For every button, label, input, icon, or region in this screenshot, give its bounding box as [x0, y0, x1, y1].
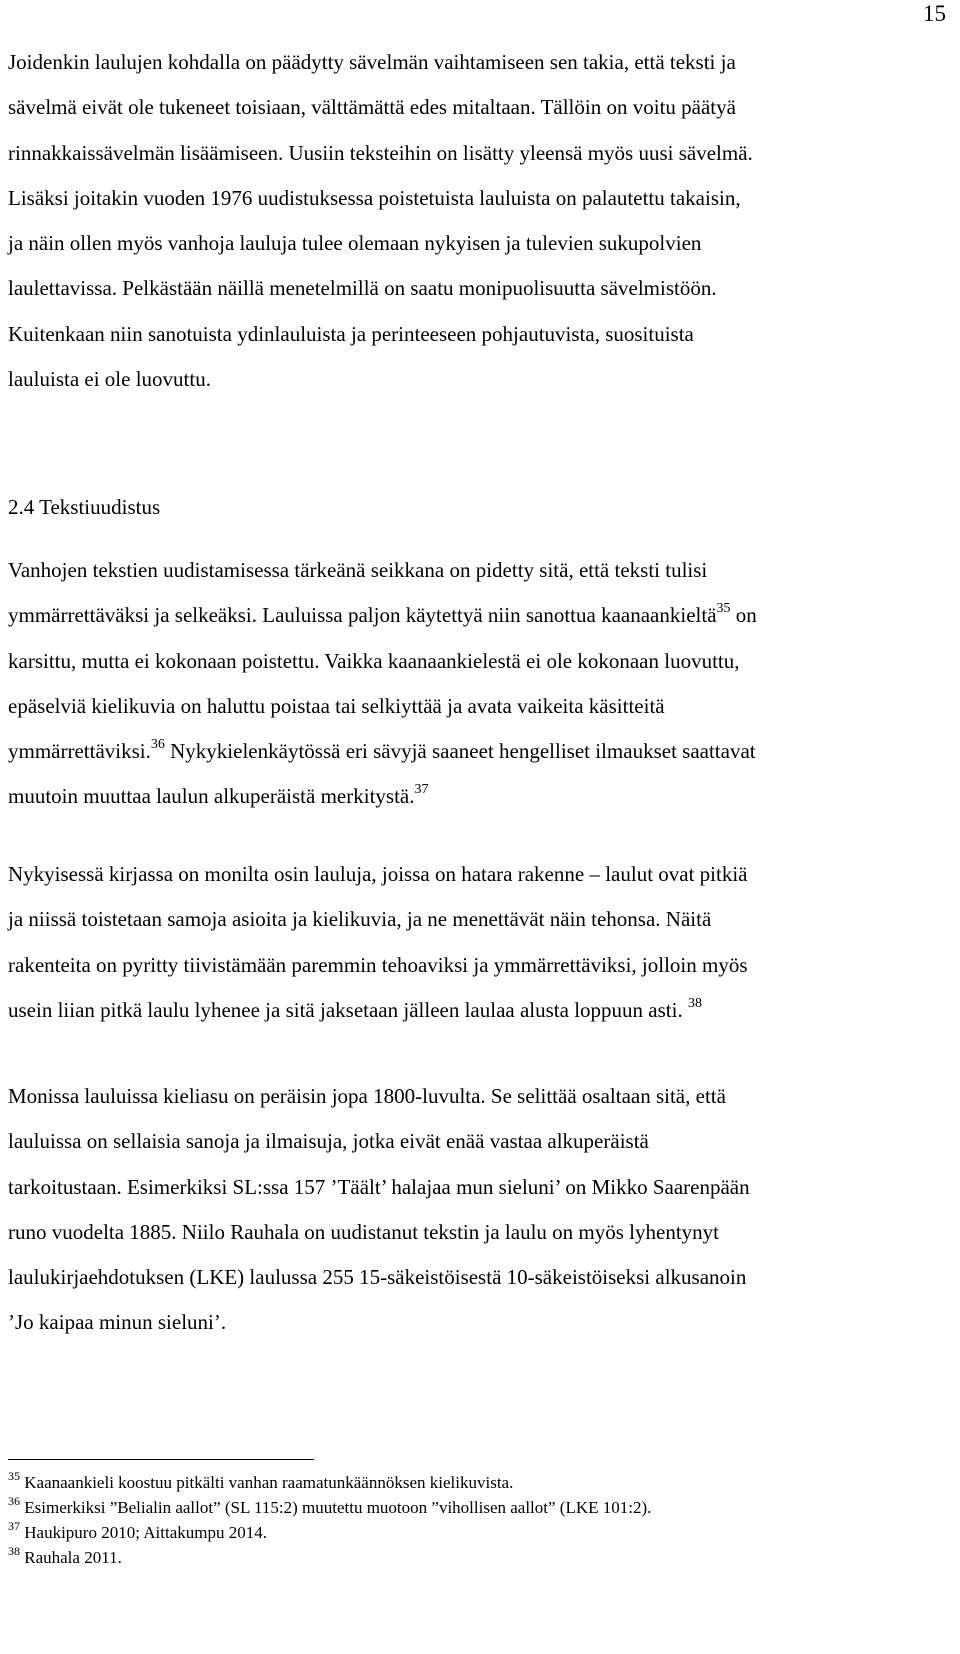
footnote-ref-35: 35 [716, 601, 731, 617]
footnote-ref-38: 38 [687, 995, 702, 1011]
paragraph-tekstiuudistus [8, 548, 948, 820]
footnote-number: 38 [8, 1544, 20, 1559]
footnote-text: Haukipuro 2010; Aittakumpu 2014. [20, 1523, 267, 1542]
footnote-number: 37 [8, 1519, 20, 1534]
paragraph-text: Nykyisessä kirjassa on monilta osin lauluja, joissa on hatara rakenne – laulut ovat pitkiä ja niissä toistetaan samoja asioita ja kielikuvia, ja ne menettävät näin tehonsa. Näitä rakenteita on pyritty tiivistämään paremmin tehoaviksi ja ymmärrettäviksi, jolloin myös usein liian pitkä laulu lyhenee ja sitä jaksetaan jälleen laulaa alusta loppuun asti. [8, 862, 748, 1022]
footnote-list [8, 1470, 651, 1570]
footnote-number: 36 [8, 1494, 20, 1509]
footnote-item [8, 1495, 651, 1520]
footnote-divider [8, 1459, 314, 1460]
footnote-item [8, 1545, 651, 1570]
footnote-item [8, 1470, 651, 1495]
section-heading: 2.4 Tekstiuudistus [8, 495, 161, 519]
page-number: 15 [923, 1, 946, 26]
paragraph-rakenne [8, 852, 948, 1033]
footnote-item [8, 1520, 651, 1545]
footnote-text: Esimerkiksi ”Belialin aallot” (SL 115:2) muutettu muotoon ”vihollisen aallot” (LKE 101:2). [20, 1498, 652, 1517]
footnote-ref-37: 37 [414, 782, 429, 798]
footnote-ref-36: 36 [150, 737, 165, 753]
paragraph-sävelmät: Joidenkin laulujen kohdalla on päädytty sävelmän vaihtamiseen sen takia, että teksti ja sävelmä eivät ole tukeneet toisiaan, välttämättä edes mitaltaan. Tällöin on voitu päätyä rinnakkaissävelmän lisäämiseen. Uusiin teksteihin on lisätty yleensä myös uusi sävelmä. Lisäksi joitakin vuoden 1976 uudistuksessa poistetuista lauluista on palautettu takaisin, ja näin ollen myös vanhoja lauluja tulee olemaan nykyisen ja tulevien sukupolvien laulettavissa. Pelkästään näillä menetelmillä on saatu monipuolisuutta sävelmistöön. Kuitenkaan niin sanotuista ydinlauluista ja perinteeseen pohjautuvista, suosituista lauluista ei ole luovuttu. [8, 50, 753, 392]
footnote-number: 35 [8, 1469, 20, 1484]
footnote-text: Kaanaankieli koostuu pitkälti vanhan raamatunkäännöksen kielikuvista. [20, 1473, 514, 1492]
paragraph-text: Vanhojen tekstien uudistamisessa tärkeänä seikkana on pidetty sitä, että teksti tulisi ymmärrettäväksi ja selkeäksi. Lauluissa paljon käytettyä niin sanottua kaanaankieltä [8, 558, 717, 628]
paragraph-text: on karsittu, mutta ei kokonaan poistettu. Vaikka kaanaankielestä ei ole kokonaan luovuttu, epäselviä kielikuvia on haluttu poistaa tai selkiyttää ja avata vaikeita käsitteitä ymmärrettäviksi. [8, 603, 757, 764]
paragraph-text: Nykykielenkäytössä eri sävyjä saaneet hengelliset ilmaukset saattavat muutoin muuttaa laulun alkuperäistä merkitystä. [8, 739, 756, 809]
footnote-text: Rauhala 2011. [20, 1548, 122, 1567]
paragraph-kieliasu: Monissa lauluissa kieliasu on peräisin jopa 1800-luvulta. Se selittää osaltaan sitä, että lauluissa on sellaisia sanoja ja ilmaisuja, jotka eivät enää vastaa alkuperäistä tarkoitustaan. Esimerkiksi SL:ssa 157 ’Täält’ halajaa mun sieluni’ on Mikko Saarenpään runo vuodelta 1885. Niilo Rauhala on uudistanut tekstin ja laulu on myös lyhentynyt laulukirjaehdotuksen (LKE) laulussa 255 15-säkeistöisestä 10-säkeistöiseksi alkusanoin ’Jo kaipaa minun sieluni’. [8, 1084, 750, 1335]
